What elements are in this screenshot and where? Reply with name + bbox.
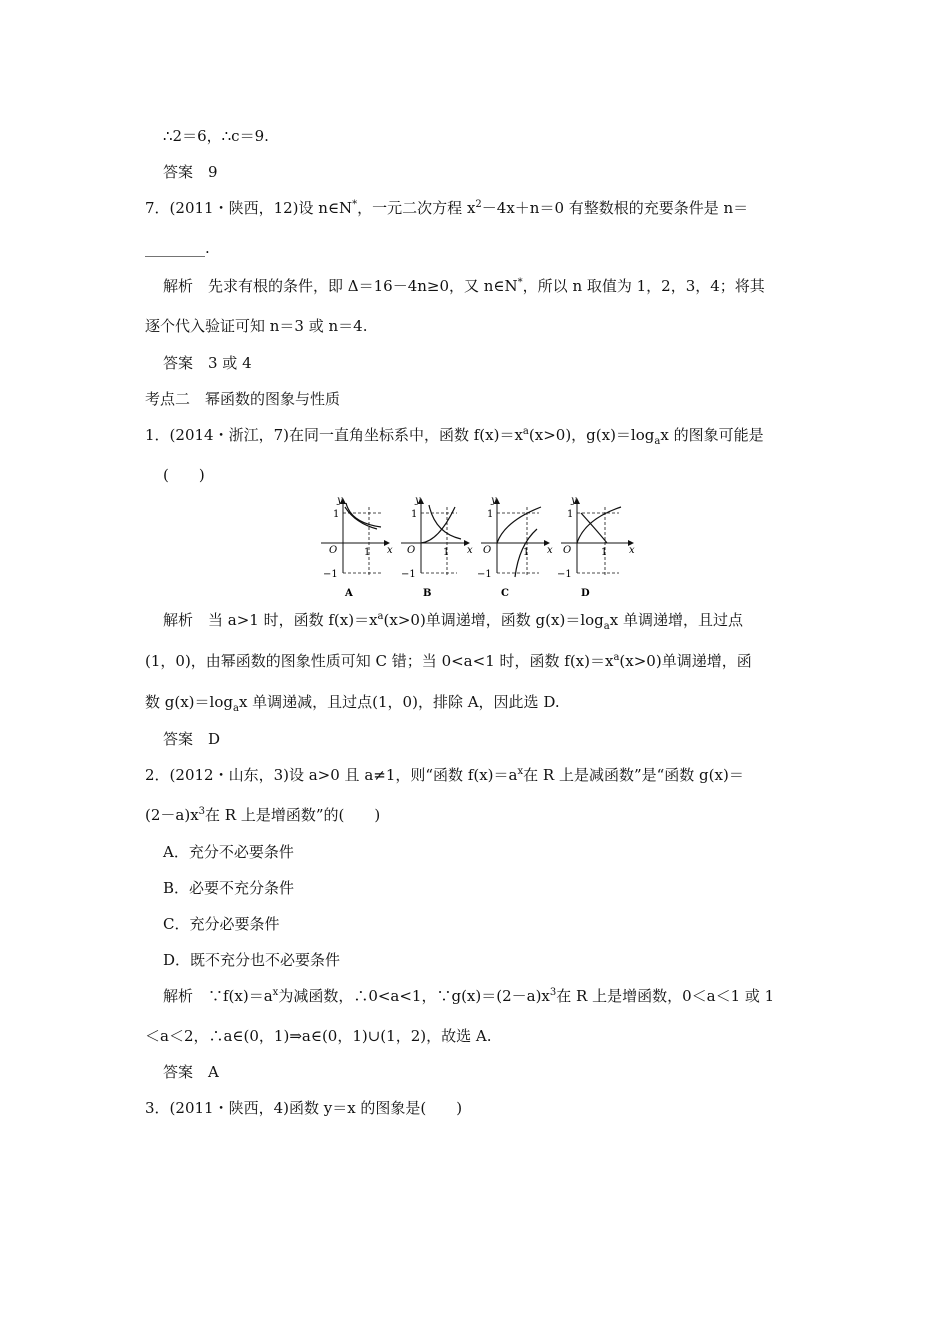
origin-label: O [407,545,416,556]
graph-d [557,495,635,599]
solution-line: ＜a＜2，∴a∈(0，1)⇒a∈(0，1)∪(1，2)，故选 A. [145,1027,492,1045]
solution-line: 数 $g(x)=\log_ax$ 单调递减，且过点(1，0)，排除 A，因此选 D. [145,693,560,714]
graph-label: A [345,588,353,599]
tick-neg-one: −1 [401,569,416,580]
tick-one: 1 [333,509,340,520]
axis-y-label: y [337,495,343,506]
axis-y-label: y [415,495,421,506]
option-d: D．既不充分也不必要条件 [163,951,341,969]
axis-y-label: y [571,495,577,506]
origin-label: O [483,545,492,556]
graph-label: C [501,588,509,599]
tick-one: 1 [364,547,371,558]
section-heading: 考点二 幂函数的图象与性质 [145,390,341,408]
solution-line: 解析 当 a>1 时，函数 $f(x)=x^a(x>0)$单调递增，函数 $g(x)=\log_ax$ 单调递增，且过点 [163,611,743,632]
solution-line: 解析 $\because f(x)=a^x$为减函数，∴0<a<1，$\because g(x)=(2-a)x^3$在 R 上是增函数，0＜a＜1 或 1 [163,987,775,1005]
question-1: 1．(2014・浙江，7)在同一直角坐标系中，函数 $f(x)=x^a(x>0)$，$g(x)=\log_ax$ 的图象可能是 [145,426,764,447]
question-7: 7．(2011・陕西，12)设 n∈N*，一元二次方程 $x^2-4x+n=0$ 有整数根的充要条件是 n＝ [145,199,749,217]
tick-one: 1 [411,509,418,520]
question-3: 3．(2011・陕西，4)函数 y＝x 的图象是( ) [145,1099,463,1117]
tick-one: 1 [601,547,608,558]
axis-y-label: y [491,495,497,506]
answer-blank: ________. [145,239,210,257]
origin-label: O [329,545,338,556]
answer-label: 答案 9 [163,163,218,181]
graph-label: B [423,588,432,599]
option-b: B．必要不充分条件 [163,879,295,897]
question-2: 2．(2012・山东，3)设 a>0 且 a≠1，则“函数 $f(x)=a^x$在 R 上是减函数”是“函数 g(x)＝ [145,766,744,784]
solution-line: ∴2＝6，∴c＝9. [163,127,269,145]
answer-label: 答案 A [163,1063,219,1081]
tick-one: 1 [487,509,494,520]
answer-paren: ( ) [163,466,205,484]
question-2-cont: $(2-a)x^3$在 R 上是增函数”的( ) [145,806,381,824]
option-c: C．充分必要条件 [163,915,280,933]
answer-label: 答案 D [163,730,221,748]
axis-x-label: x [547,545,553,556]
solution-line: 逐个代入验证可知 n＝3 或 n＝4. [145,317,368,335]
tick-one: 1 [523,547,530,558]
graph-b [401,495,473,599]
graph-c [477,495,553,599]
axis-x-label: x [387,545,393,556]
option-graphs [315,493,645,603]
tick-neg-one: −1 [323,569,338,580]
tick-neg-one: −1 [557,569,572,580]
axis-x-label: x [629,545,635,556]
tick-one: 1 [567,509,574,520]
origin-label: O [563,545,572,556]
graph-a [321,495,393,599]
graph-label: D [581,588,590,599]
axis-x-label: x [467,545,473,556]
tick-one: 1 [443,547,450,558]
answer-label: 答案 3 或 4 [163,354,252,372]
solution-line: (1，0)，由幂函数的图象性质可知 C 错；当 0<a<1 时，函数 $f(x)=x^a(x>0)$单调递增，函 [145,652,752,670]
solution-line: 解析 先求有根的条件，即 Δ＝16－4n≥0，又 n∈N*，所以 n 取值为 1，2，3，4；将其 [163,277,765,295]
option-a: A．充分不必要条件 [163,843,294,861]
tick-neg-one: −1 [477,569,492,580]
